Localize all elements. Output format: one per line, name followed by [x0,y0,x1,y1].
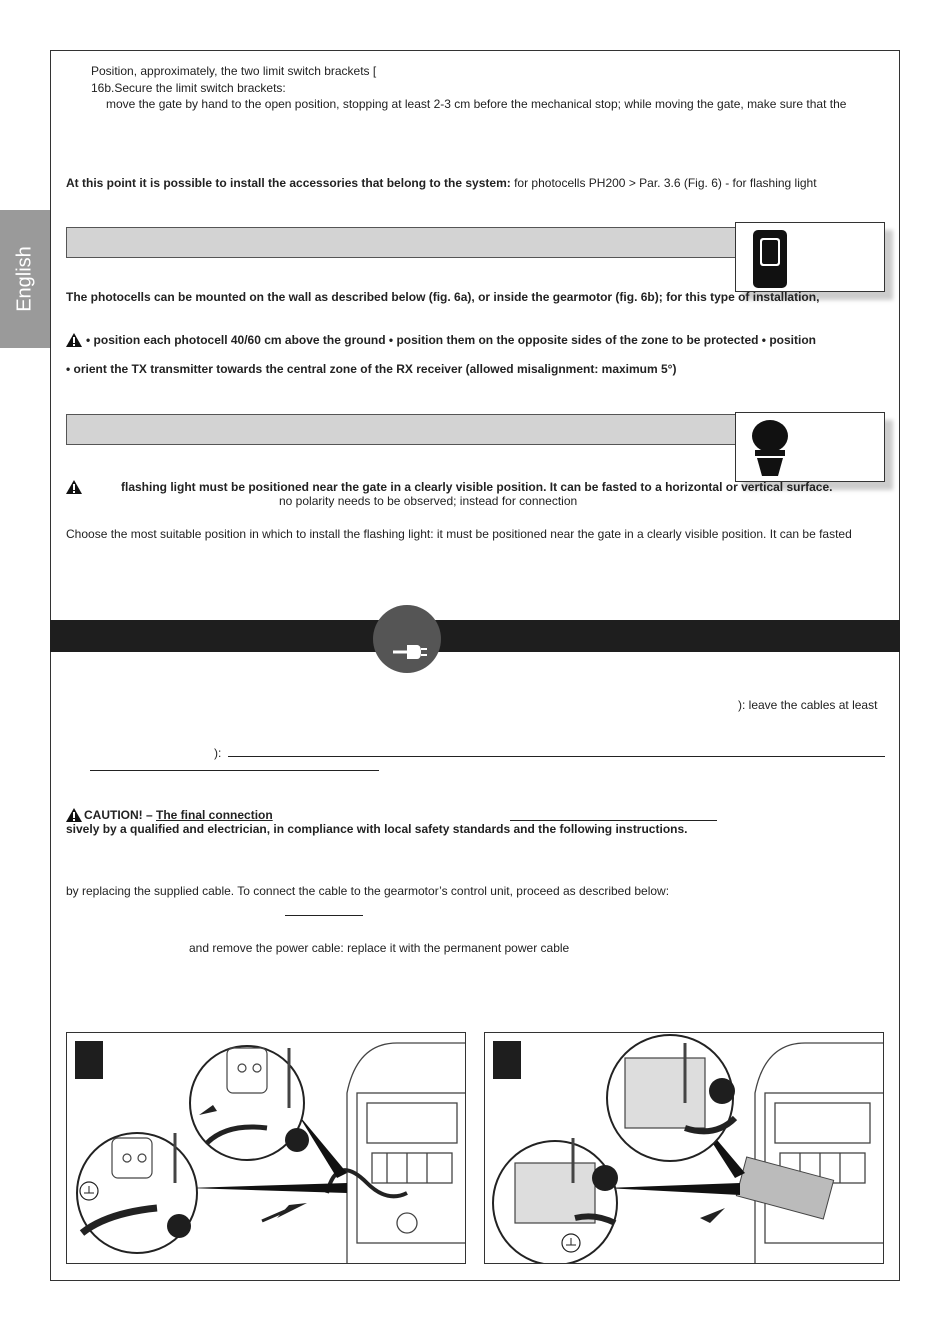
photocell-icon [750,228,790,290]
replace-cable-line: by replacing the supplied cable. To connect the cable to the gearmotor’s control unit, proceed as described below: [66,884,670,898]
gearmotor-wiring-illustration [67,1033,466,1264]
rule-line [90,770,379,771]
photocells-warning-2: • orient the TX transmitter towards the central zone of the RX receiver (allowed misalignment: maximum 5°) [66,362,677,376]
photocells-warning-1: • position each photocell 40/60 cm above the ground • position them on the opposite sides of the zone to be protected • position [86,333,816,347]
paren-fragment: ): [214,746,222,760]
accessories-bold: At this point it is possible to install the accessories that belong to the system: [66,176,511,190]
caution-label: CAUTION! – [84,808,153,822]
flashing-light-icon-box [735,412,885,482]
final-connection-link: The final connection [156,808,273,822]
flashing-light-warning: flashing light must be positioned near the gate in a clearly visible position. It can be fasted to a horizontal or vertical surface. [121,480,833,494]
photocells-section-header [66,227,796,258]
cables-length-line: ): leave the cables at least [738,698,878,712]
figure-right [484,1032,884,1264]
photocells-intro: The photocells can be mounted on the wall as described below (fig. 6a), or inside the gearmotor (fig. 6b); for this type of installation, [66,290,820,304]
rule-line [228,756,885,757]
warning-icon [66,808,82,822]
choose-position-line: Choose the most suitable position in which to install the flashing light: it must be positioned near the gate in a clearly visible position. It can be fasted [66,527,852,541]
limit-switch-line: Position, approximately, the two limit switch brackets [ [91,64,377,78]
caution-paragraph [84,808,273,822]
plug-icon [373,605,441,673]
accessories-normal: for photocells PH200 > Par. 3.6 (Fig. 6) - for flashing light [510,176,817,190]
caution-line-2: sively by a qualified and electrician, in compliance with local safety standards and the following instructions. [66,822,688,836]
language-tab-label: English [13,246,36,312]
warning-icon [66,480,82,494]
move-gate-line: move the gate by hand to the open position, stopping at least 2-3 cm before the mechanical stop; while moving the gate, make sure that the [106,97,847,111]
secure-brackets-line: 16b.Secure the limit switch brackets: [91,81,286,95]
flashing-light-icon [750,416,790,480]
polarity-note: no polarity needs to be observed; instead for connection [279,494,578,508]
photocell-icon-box [735,222,885,292]
chapter-header-bar [50,620,900,652]
remove-power-cable-line: and remove the power cable: replace it with the permanent power cable [189,941,570,955]
rule-line [285,915,363,916]
rule-line [510,820,717,821]
chapter-icon-circle [373,605,441,673]
figure-left [66,1032,466,1264]
warning-icon [66,333,82,347]
gearmotor-wiring-illustration [485,1033,884,1264]
accessories-paragraph [66,176,817,190]
language-tab [0,210,50,348]
flashing-light-section-header [66,414,796,445]
